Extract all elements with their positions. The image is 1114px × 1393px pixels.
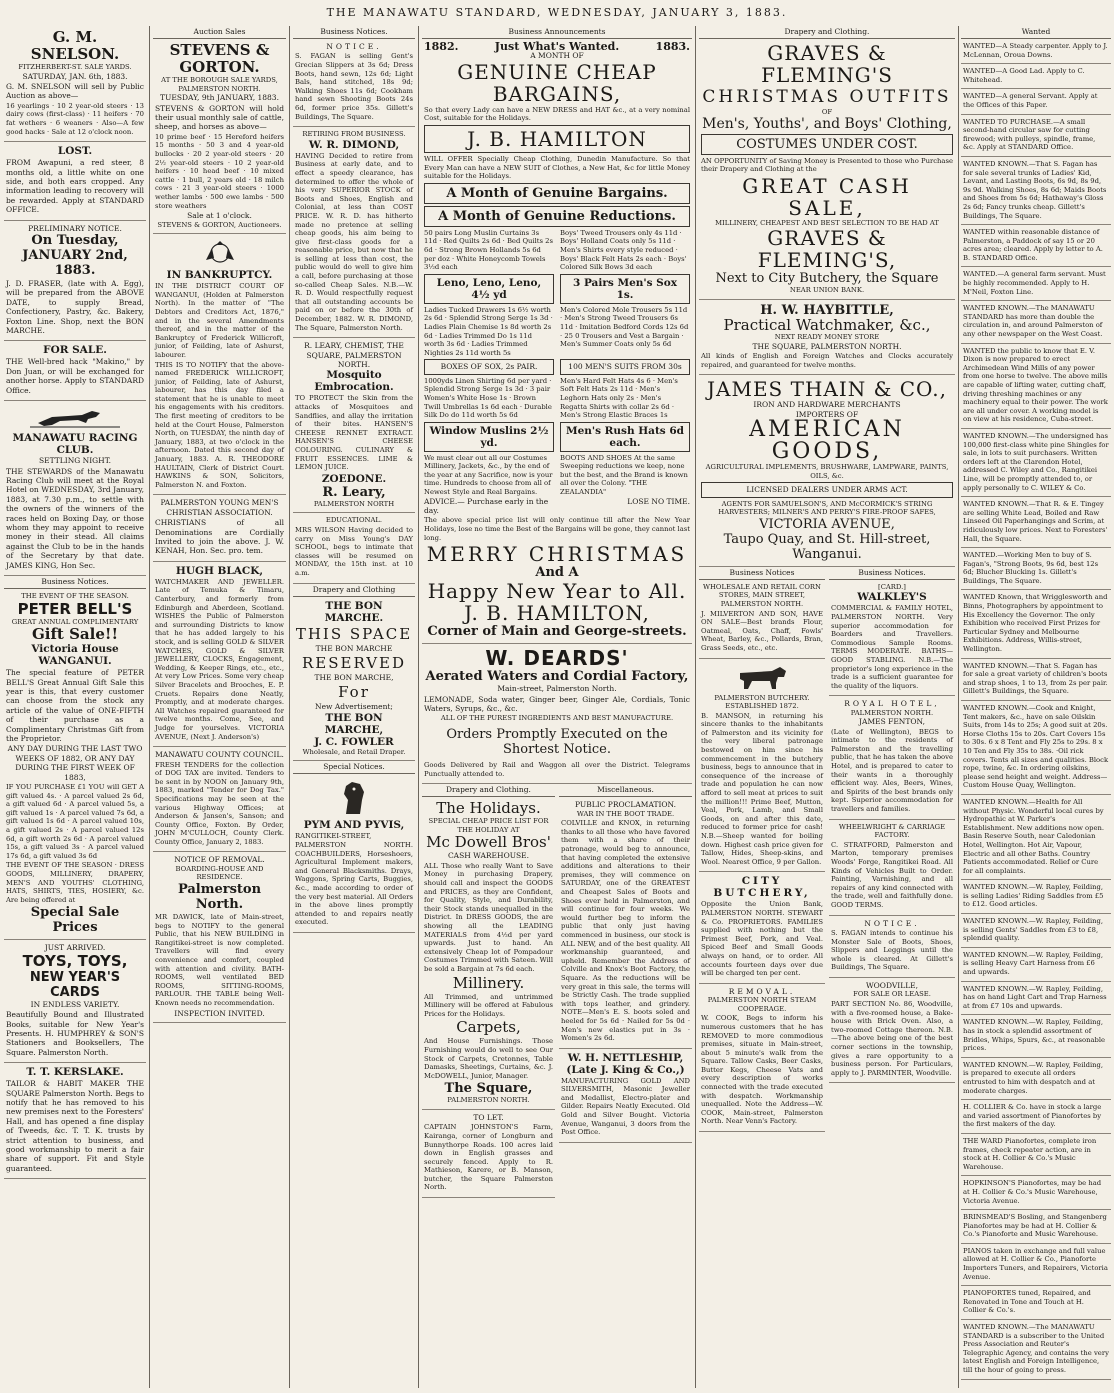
- fagan-body: S. FAGAN is selling Gent's Grecian Slippers at 3s 6d; Dress Boots, hand sewn, 12s 6d; Light Bals, hand stitched, 18s 9d; Walking Shoes 11s 6d; Cookham hand sewn Shooting Boots 24s 6d, former price 35s. Gillett's Buildings, The Square.: [295, 52, 413, 121]
- column-rule: [149, 26, 150, 1388]
- column-2: [153, 26, 286, 1386]
- notice-heading: NOTICE.: [864, 918, 920, 928]
- rush-hats: Men's Rush Hats 6d each.: [560, 422, 690, 452]
- ymca-body: CHRISTIANS of all Denominations are Cordially Invited to join the above. J. W. KENAH, Hon. Sec. pro. tem.: [155, 518, 284, 556]
- section-header: Business Notices.: [293, 26, 415, 39]
- ox-icon: [732, 665, 792, 691]
- county-council-ad: [153, 747, 286, 852]
- carpets-body: And House Furnishings. Those Furnishing would do well to see Our Stock of Carpets, Cretonnes, Table Damasks, Sheetings, Curtains, &c. J. McDOWELL, Junior, Manager.: [424, 1037, 553, 1080]
- walkley-body: COMMERCIAL & FAMILY HOTEL, PALMERSTON NORTH. Very superior accommodation for Boarders and Travellers. Commodious Sample Rooms. TERMS MODERATE. BATHS—GOOD STABLING. N.B.—The proprietor's long experience in the trade is a sufficient guarantee for the quality of the liquors.: [831, 604, 953, 690]
- ready-money-store: NEXT READY MONEY STORE: [774, 332, 880, 341]
- wanted-item: WANTED.—A general farm servant. Must be highly recommended. Apply to H. M'Neil, Foxton Line.: [961, 267, 1111, 301]
- section-header: Auction Sales: [153, 26, 286, 39]
- kerslake-title: T. T. KERSLAKE.: [26, 1066, 124, 1079]
- section-header: Drapery and Clothing.: [699, 26, 955, 39]
- sale-date: TUESDAY, 9th JANUARY, 1883.: [160, 93, 279, 103]
- sale-or-lease: FOR SALE OR LEASE.: [853, 990, 931, 999]
- column-4: [422, 26, 692, 1386]
- palmerston-north: Palmerston North.: [177, 882, 262, 913]
- peter-bell-body: The special feature of PETER BELL'S Great Annual Gift Sale this year is this, that every customer can choose from the stock any article of the value of ONE-FIFTH of their purchase as a Complimentary Christmas Gift from the Proprietor.: [6, 668, 144, 743]
- to-let-ad: [422, 1110, 555, 1198]
- wilson-body: MRS WILSON Having decided to carry on Miss Young's DAY SCHOOL, begs to intimate that classes will be resumed on MONDAY, the 15th inst. at 10 a.m.: [295, 525, 413, 577]
- peter-bell-ad: [4, 589, 146, 940]
- stevens-gorton-ad: [153, 39, 286, 234]
- section-header: Miscellaneous.: [559, 784, 692, 797]
- haybittle-title: H. W. HAYBITTLE,: [760, 302, 894, 318]
- bon-marche-line: THE BON MARCHE,: [324, 711, 384, 736]
- price-list-line: SPECIAL CHEAP PRICE LIST FOR THE HOLIDAY AT: [428, 817, 549, 834]
- price-list-ladies: Ladies Tucked Drawers 1s 6½ worth 2s 6d · Splendid Strong Serge 1s 3d · Ladies Plain Chemise 1s 8d worth 2s 6d · Ladies Trimmed Do 1s 11d worth 3s 6d · Ladies Trimmed Nighties 2s 11d worth 5s: [424, 305, 553, 357]
- mcdowell-column: [422, 784, 555, 1198]
- walkley-ad: [829, 580, 955, 697]
- wheelwright-heading: WHEELWRIGHT & CARRIAGE FACTORY.: [838, 822, 946, 840]
- boots-note: BOOTS AND SHOES At the same Sweeping reductions we keep, none but the best, and the Brand is known all over the Colony. "THE ZEALANDIA": [560, 453, 688, 497]
- column-rule: [958, 26, 959, 1388]
- bon-marche-title: THE BON MARCHE.: [324, 599, 384, 624]
- milverton-ad: [699, 580, 825, 659]
- leary-ad: [293, 338, 415, 513]
- price-list-boys: Boys' Tweed Trousers only 4s 11d · Boys' Holland Coats only 5s 11d · Men's Shirts every style reduced · Boys' Black Felt Hats 2s each · Boys' Colored Silk Bows 3d each: [560, 228, 687, 272]
- humphrey-ad: [4, 940, 146, 1063]
- aerated-waters: Aerated Waters and Cordial Factory,: [425, 669, 689, 685]
- leary-address: PALMERSTON NORTH: [313, 499, 395, 508]
- hugh-black-body: WATCHMAKER AND JEWELLER. Late of Temuka & Timaru, Canterbury, and formerly from Edinburgh and Aberdeen, Scotland. WISHES the Public of Palmerston and surrounding Districts to know that he has added largely to his stock, and is selling GOLD & SILVER WATCHES, GOLD & SILVER JEWELLERY, CLOCKS, Engagement, Wedding, & Keeper Rings, etc., etc., At very Low Prices. Some very cheap Silver Bracelets and Brooches, E. P. Cruets. Repairs done Neatly, Promptly, and at moderate charges. All Watches repaired guaranteed for twelve months. Come, See, and Judge for yourselves. VICTORIA AVENUE, (Next J. Anderson's): [155, 577, 284, 741]
- cook-ad: [699, 984, 825, 1132]
- racing-club-body: THE STEWARDS of the Manawatu Racing Club will meet at the Royal Hotel on WEDNESDAY, 3rd January, 1883, at 7.30 p.m., to settle with the owners of the winners of the races held on Boxing Day, or those whom they may appoint to receive money in their stead. All claims against the Club to be in the hands of the Secretary by that date. JAMES KING, Hon Sec.: [6, 466, 144, 570]
- clearance-note: We must clear out all our Costumes Millinery, Jackets, &c., by the end of the year at any Sacrifice, now is your time. Hundreds to choose from all of Newest Style and Real Bargains.: [424, 453, 553, 497]
- thain-title: JAMES THAIN & CO.,: [707, 377, 947, 402]
- section-header: Business Notices: [699, 567, 825, 580]
- kerslake-body: TAILOR & HABIT MAKER THE SQUARE Palmerston North. Begs to notify that he has removed to his new premises next to the Foresters' Hall, and has opened a fine display of Tweeds, &c. T. T. K. trusts by strict attention to business, and good workmanship to merit a fair share of support. Fit and Style guaranteed.: [6, 1079, 144, 1173]
- cash-warehouse: CASH WAREHOUSE.: [447, 851, 530, 861]
- auctioneers: STEVENS & GORTON, Auctioneers.: [157, 220, 282, 229]
- city-butchery-body: Opposite the Union Bank, PALMERSTON NORTH. STEWART & Co. PROPRIETORS. FAMILIES supplied with nothing but the Primest Beef, Pork, and Veal. Spiced Beef and Small Goods always on hand, or to order. All accounts fourteen days over due will be charged ten per cent.: [701, 900, 823, 978]
- boxes-of-sox: BOXES OF SOX, 2s PAIR.: [424, 359, 554, 374]
- sox-heading: 3 Pairs Men's Sox 1s.: [560, 274, 690, 304]
- lady-dress-line: So that every Lady can have a NEW DRESS and HAT &c., at a very nominal Cost, suitable for the Holidays.: [424, 105, 690, 123]
- bankruptcy-court: IN THE DISTRICT COURT OF WANGANUI, (Holden at Palmerston North). In the matter of "The Debtors and Creditors Act, 1876," and in the several Amendments thereof, and in the matter of the Bankruptcy of Frederick Willicroft, junior, of Feilding, late of Ashurst, labourer.: [155, 282, 284, 359]
- wanted-item: WANTED TO PURCHASE.—A small second-hand circular saw for cutting firewood; with pulleys, spindle, frame, &c. Apply at STANDARD Office.: [961, 115, 1111, 157]
- event-of-season: THE EVENT OF THE SEASON.: [21, 591, 129, 600]
- deards-title: W. DEARDS': [485, 646, 629, 671]
- merry-christmas: MERRY CHRISTMAS: [426, 542, 688, 567]
- section-header: Business Announcements: [422, 26, 692, 39]
- sale-yards: FITZHERBERT-ST. SALE YARDS.: [18, 63, 132, 71]
- kerslake-ad: [4, 1063, 146, 1179]
- wanted-item: WANTED.—Working Men to buy of S. Fagan's, "Strong Boots, 9s 6d, best 12s 6d; Blucher Blucking 1s. Gillett's Buildings, The Square.: [961, 548, 1111, 590]
- wanted-item: WANTED within reasonable distance of Palmerston, a Paddock of say 15 or 20 acres area; cleared. Apply by letter to A. B. STANDARD Office.: [961, 225, 1111, 267]
- column-rule: [289, 26, 290, 1388]
- wanted-item: WANTED KNOWN.—W. Rapley, Feilding, is prepared to execute all orders entrusted to him with despatch and at moderate charges.: [961, 1058, 1111, 1100]
- a-month-of: A MONTH OF: [530, 51, 584, 61]
- palmerston-butchery: PALMERSTON BUTCHERY. ESTABLISHED 1872.: [714, 693, 810, 711]
- haybittle-ad: [699, 300, 955, 375]
- proclamation-heading: PUBLIC PROCLAMATION.: [574, 800, 677, 810]
- fraser-ad: [4, 221, 146, 342]
- lost-body: FROM Awapuni, a red steer, 8 months old, a little white on one side, and both ears cropped. Any information leading to recovery will be rewarded. Apply at STANDARD OFFICE.: [6, 158, 144, 215]
- month-reductions: A Month of Genuine Reductions.: [424, 206, 690, 227]
- section-header: Drapery and Clothing.: [422, 784, 555, 797]
- fraser-body: J. D. FRASER, (late with A. Egg), will be prepared from the ABOVE DATE, to supply Bread, Confectionery, Pastry, &c. Bakery, Foxton Line. Shop, next the BON MARCHE.: [6, 279, 144, 336]
- fowler-trade: Wholesale, and Retail Draper.: [302, 747, 406, 756]
- importers-of: IMPORTERS OF: [795, 409, 859, 419]
- wilson-ad: [293, 513, 415, 583]
- bankruptcy-ad: [153, 234, 286, 495]
- palmerston-north: PALMERSTON NORTH.: [447, 1096, 530, 1105]
- nettleship-ad: [559, 1049, 692, 1143]
- section-header: Wanted: [961, 26, 1111, 39]
- this-space: THIS SPACE: [295, 624, 413, 643]
- toys-heading: TOYS, TOYS,: [22, 951, 128, 970]
- wanted-item: WANTED the public to know that E. V. Dixon is now prepared to erect Archimedean Wind Mills of any power from one horse to twelve. The above mills are capable of lifting water, cutting chaff, driving threshing machines or any machinery equal to their power. The work are all under cover. A working model is on view at his residence, Cuba-street.: [961, 344, 1111, 429]
- gift-period: ANY DAY DURING THE LAST TWO WEEKS OF 1882, OR ANY DAY DURING THE FIRST WEEK OF 1883,: [7, 744, 143, 782]
- dimond-body: HAVING Decided to retire from Business at early date, and to effect a speedy clearance, has determined to offer the whole of his very SUPERIOR STOCK of Boots and Shoes, English and Colonial, at less than COST PRICE. W. R. D. has hitherto made no pretence at selling cheap goods, his aim being to give first-class goods for a reasonable price, but now that he is selling at less than cost, the public would do well to give him a call, before purchasing at those so-called Cheap Sales. N.B.—W. R. D. Would respectfully request that all outstanding accounts be paid on or before the 30th of December, 1882. W. R. DIMOND, The Square, Palmerston North.: [295, 151, 413, 332]
- walkley-title: WALKLEY'S: [857, 591, 927, 604]
- ymca-heading: PALMERSTON YOUNG MEN'S CHRISTIAN ASSOCIATION.: [160, 498, 279, 517]
- wanted-item: WANTED KNOWN.—The undersigned has 100,000 first-class white pine Shingles for sale, in lots to suit purchasers. Written orders left at the Clarendon Hotel, addressed C. Wiley and Co., Rangitikei Line, will be promptly attended to, or apply personally to C. WILEY & Co.: [961, 429, 1111, 497]
- millinery-body: All Trimmed, and untrimmed Millinery will be offered at Fabulous Prices for the Holidays.: [424, 992, 553, 1018]
- dimond-title: W. R. DIMOND,: [308, 138, 400, 151]
- city-butchery-title: CITY BUTCHERY,: [713, 875, 811, 900]
- steam-cooperage: PALMERSTON NORTH STEAM COOPERAGE.: [707, 996, 817, 1013]
- snelson-ad: [4, 26, 146, 142]
- royal-hotel-ad: [829, 696, 955, 819]
- wanted-item: PIANOFORTES tuned, Repaired, and Renovated in Tone and Touch at H. Collier & Co.'s.: [961, 1286, 1111, 1320]
- deards-address: Main-street, Palmerston North.: [497, 684, 617, 694]
- month-bargains: A Month of Genuine Bargains.: [424, 183, 690, 204]
- stratford-ad: [829, 820, 955, 916]
- fagan-notice-ad: [293, 39, 415, 127]
- section-header: Business Notices.: [4, 576, 146, 589]
- woodville-ad: [829, 978, 955, 1083]
- hamilton-signature: J. B. HAMILTON,: [464, 601, 650, 626]
- preliminary-notice: PRELIMINARY NOTICE.: [28, 223, 122, 233]
- reserved: RESERVED: [301, 653, 407, 672]
- section-header: Drapery and Clothing: [293, 584, 415, 597]
- horse-head-icon: [336, 780, 372, 816]
- colville-knox-body: COLVILLE and KNOX, in returning thanks to all those who have favored them with a share of their patronage, would beg to announce, that having completed the extensive additions and alterations to their premises, they will commence on SATURDAY, one of the GREATEST and Cheapest Sales of Boots and Shoes ever held in Palmerston, and will continue for four weeks. We would further beg to inform the public that only just having commenced in business, our stock is ALL NEW, and of the best quality. All workmanship guaranteed, and upheld. Remember the Address of Colville and Knox's Boot Factory, the Square. As the reductions will be very great in this sale, the terms will be Strictly Cash. The trade supplied with tops leather, and grindery. NOTE—Men's E. S. boots soled and heeled for 5s 6d · Nailed for 5s 0d · Men's new elastics put in 3s · Women's 2s 6d.: [561, 819, 690, 1043]
- great-cash-sale: GREAT CASH SALE,: [742, 173, 912, 220]
- victoria-avenue: VICTORIA AVENUE,: [759, 516, 895, 532]
- humphrey-body: Beautifully Bound and Illustrated Books, suitable for New Year's Presents. H. HUMPHREY & SON'S Stationers and Booksellers, The Square. Palmerston North.: [6, 1010, 144, 1057]
- hamilton-ad: [422, 39, 692, 644]
- year-1883: 1883.: [655, 40, 690, 53]
- to-let-body: CAPTAIN JOHNSTON'S Farm, Kairanga, corner of Longburn and Bunnythorpe Roads. 100 acres laid down in English grasses and securely fenced. Apply to R. Mathieson, Karere, or B. Manson, butcher, the Square Palmerston North.: [424, 1123, 553, 1192]
- graves-fleming-ad: [699, 39, 955, 300]
- mcdowell-ad: [422, 797, 555, 1110]
- price-list-curtains: 50 pairs Long Muslin Curtains 3s 11d · Red Quilts 2s 6d · Bed Quilts 2s 6d · Strong Brown Hollands 5s 6d per doz · White Honeycomb Towels 3½d each: [424, 228, 553, 272]
- fowler-title: J. C. FOWLER: [314, 735, 394, 748]
- men-suits: 100 MEN'S SUITS FROM 30s: [560, 359, 690, 374]
- colville-knox-ad: [559, 797, 692, 1048]
- agents-line: AGENTS FOR SAMUELSON'S, AND McCORMICK'S STRING HARVESTERS; MILNER'S AND PERRY'S FIRE-PROOF SAFES,: [718, 499, 936, 517]
- bankruptcy-heading: IN BANKRUPTCY.: [166, 269, 273, 282]
- stock-list: 10 prime beef · 15 Hereford heifers 15 months · 50 3 and 4 year-old bullocks · 20 2 year-old steers · 20 2½ year-old steers · 10 2 year-old heifers · 10 head beef · 10 mixed cattle · 1 bull, 2 years old · 18 milch cows · 21 3 year-old steers · 1000 wether lambs · 500 ewe lambs · 500 store weathers: [155, 132, 284, 210]
- bon-marche-line: THE BON MARCHE: [315, 643, 393, 653]
- practical-watchmaker: Practical Watchmaker, &c.,: [723, 315, 931, 334]
- clothing-line: Men's, Youths', and Boys' Clothing,: [702, 115, 952, 132]
- column-rule: [695, 26, 696, 1388]
- wanted-item: WANTED KNOWN.—W. Rapley, Feilding, has on hand Light Cart and Trap Harness at from £7 10s and upwards.: [961, 982, 1111, 1016]
- graves-fleming-title: GRAVES & FLEMING'S: [761, 41, 893, 87]
- county-council-heading: MANAWATU COUNTY COUNCIL.: [155, 750, 284, 760]
- lost-ad: [4, 142, 146, 220]
- graves-fleming-name: GRAVES & FLEMING'S,: [757, 226, 897, 273]
- holidays-heading: The Holidays.: [436, 799, 541, 818]
- gift-schedule: IF YOU PURCHASE £1 YOU will GET A gift valued 4s. · A parcel valued 2s 6d, a gift valued 6d · A parcel valued 5s, a gift valued 1s · A parcel valued 7s 6d, a gift valued 1s 6d · A parcel valued 10s, a gift valued 2s · A parcel valued 12s 6d, a gift worth 2s 6d · A parcel valued 15s, a gift valued 3s · A parcel valued 17s 6d, a gift valued 3s 6d: [6, 783, 144, 860]
- to-let-heading: TO LET.: [473, 1112, 504, 1122]
- millinery-heading: Millinery.: [452, 973, 525, 992]
- bon-marche-line: THE BON MARCHE,: [314, 672, 394, 682]
- haybittle-address: THE SQUARE, PALMERSTON NORTH.: [752, 341, 902, 351]
- column-6: [961, 26, 1111, 1386]
- fagan-notice-ad: [829, 916, 955, 978]
- haybittle-body: All kinds of English and Foreign Watches and Clocks accurately repaired, and guaranteed for twelve months.: [701, 351, 953, 369]
- fagan-body: S. FAGAN intends to continue his Monster Sale of Boots, Shoes, Slippers and Leggings until the whole is cleared. At Gillett's Buildings, The Square.: [831, 928, 953, 972]
- zoedone: ZOEDONE.: [321, 472, 387, 485]
- great-annual: GREAT ANNUAL COMPLIMENTARY: [11, 617, 139, 626]
- advice-line: ADVICE.— Purchase early in the day.: [424, 496, 549, 516]
- peter-bell-title: PETER BELL'S: [17, 599, 133, 618]
- implements-line: AGRICULTURAL IMPLEMENTS, BRUSHWARE, LAMPWARE, PAINTS, OILS, &c.: [705, 462, 949, 480]
- masthead: THE MANAWATU STANDARD, WEDNESDAY, JANUARY 3, 1883.: [326, 6, 788, 19]
- business-column-left: [699, 567, 825, 1132]
- stevens-intro: STEVENS & GORTON will hold their usual monthly sale of cattle, sheep, and horses as above—: [155, 103, 284, 132]
- costumes-under-cost: COSTUMES UNDER COST.: [701, 134, 953, 155]
- hugh-black-ad: [153, 562, 286, 747]
- special-sale-prices: Special Sale Prices: [30, 905, 120, 936]
- misc-column: [559, 784, 692, 1198]
- pym-pyvis-body: RANGITIKEI-STREET, PALMERSTON NORTH. COACHBUILDERS, Horseshoers, Agricultural Implement makers, and General Blacksmiths. Drays, Waggons, Spring Carts, Buggies, &c., made according to order of the very best material. All Orders in the above lines promptly attended to and repairs neatly executed.: [295, 832, 413, 927]
- bankruptcy-body: THIS IS TO NOTIFY that the above-named FREDERICK WILLICROFT, junior, of Feilding, late of Ashurst, labourer, has this day filed a statement that he is unable to meet his engagements with his creditors. The first meeting of creditors to be held at the Court House, Palmerston North, on TUESDAY, the ninth day of January, 1883, at two o'clock in the afternoon. Dated this second day of January, 1883. A. R. THEODORE HAULTAIN, Clerk of District Court. HAWKINS & SON, Solicitors, Palmerston N. and Foxton.: [155, 360, 284, 489]
- leary-body: TO PROTECT the Skin from the attacks of Mosquitoes and Sandflies, and allay the irritation of their bites. HANSEN'S CHEESE RENNET EXTRACT. HANSEN'S CHEESE COLOURING. CULINARY & FRUIT ESSENCES. LIME & LEMON JUICE.: [295, 394, 413, 472]
- year-1882: 1882.: [424, 40, 459, 53]
- leary-chemist: R. LEARY, CHEMIST, THE SQUARE, PALMERSTON NORTH.: [304, 341, 404, 370]
- business-column-right: [829, 567, 955, 1132]
- thain-ad: [699, 375, 955, 567]
- union-bank: NEAR UNION BANK.: [789, 286, 865, 295]
- arms-act: LICENSED DEALERS UNDER ARMS ACT.: [701, 482, 953, 497]
- wanted-item: WANTED KNOWN.—That R. & E. Tingey are selling White Lead, Boiled and Raw Linseed Oil Paperhangings and Scrim, at ridiculously low prices. Next to Foresters' Hall, the Square.: [961, 497, 1111, 548]
- section-header: Special Notices.: [293, 761, 415, 774]
- snelson-title: G. M. SNELSON.: [30, 28, 120, 63]
- royal-hotel-title: ROYAL HOTEL,: [844, 699, 940, 709]
- dawick-body: MR DAWICK, late of Main-street, begs to NOTIFY to the general Public, that his NEW BUILDING in Rangitikei-street is now completed. Travellers will find every convenience and comfort, coupled with attention and civility. BATH-ROOMS, well ventilated BED ROOMS, SITTING-ROOMS, PARLOUR. THE TABLE being Well-Known needs no recommendation.: [155, 913, 284, 1007]
- county-council-body: FRESH TENDERS for the collection of DOG TAX are invited. Tenders to be sent in by NOON on January 9th, 1883, marked "Tender for Dog Tax." Specifications may be seen at the various Highway Offices; at Anderson & Jansen's, Sanson; and County Office, Foxton. By Order, JOHN M'CULLOCH, County Clerk. County Office, January 2, 1883.: [155, 760, 284, 846]
- stratford-body: C. STRATFORD, Palmerston and Marton, temporary premises Woods' Forge, Rangitikei Road. All Kinds of Vehicles Built to Order. Painting, Varnishing, and all repairs of any kind connected with the trade, well and faithfully done. GOOD TERMS.: [831, 840, 953, 909]
- taupo-quay: Taupo Quay, and St. Hill-street, Wanganui.: [723, 531, 931, 562]
- wanted-item: WANTED KNOWN.—That S. Fagan has for sale several trunks of Ladies' Kid, Levant, and Lasting Boots, 6s 9d, 8s 9d, 9s 9d. Walking Shoes, 8s 6d; Maids Boots and Shoes from 5s 6d; Hathaway's Gloss 2s 6d; Fancy trunks cheap. Gillett's Buildings, The Square.: [961, 157, 1111, 225]
- clothing-line: WILL OFFER Specially Cheap Clothing, Dunedin Manufacture. So that Every Man can have a NEW SUIT of Clothes, a New Hat, &c for little Money suitable for the Holidays.: [424, 155, 690, 181]
- removal-heading: REMOVAL.: [728, 986, 796, 996]
- purest-ingredients: ALL OF THE PUREST INGREDIENTS AND BEST MANUFACTURE.: [440, 714, 674, 723]
- sale-time: Sale at 1 o'clock.: [187, 211, 252, 221]
- opportunity-line: AN OPPORTUNITY of Saving Money is Presented to those who Purchase their Drapery and Clothing at the: [701, 156, 953, 174]
- stevens-gorton-title: STEVENS & GORTON.: [169, 41, 270, 76]
- inspection-invited: INSPECTION INVITED.: [174, 1008, 265, 1018]
- wanted-item: PIANOS taken in exchange and full value allowed at H. Collier & Co., Pianoforte Importers Tuners, and Repairers, Victoria Avenue.: [961, 1244, 1111, 1286]
- the-square: The Square,: [444, 1081, 533, 1097]
- new-years-cards: NEW YEAR'S CARDS: [29, 969, 121, 1000]
- royal-hotel-body: (Late of Wellington), BEGS to intimate to the residents of Palmerston and the travelling public, that he has taken the above Hotel, and is prepared to cater to their wants in a thoroughly efficient way. Ales, Beers, Wines, and Spirits of the best brands only kept. Superior accommodation for travellers and families.: [831, 727, 953, 814]
- price-list-hats: Men's Hard Felt Hats 4s 6 · Men's Soft Felt Hats 2s 11d · Men's Leghorn Hats only 2s · Men's Regatta Shirts with collar 2s 6d · Men's Strong Elastic Braces 1s: [560, 376, 678, 420]
- manson-ad: [699, 659, 825, 873]
- millinery-line: MILLINERY, CHEAPEST AND BEST SELECTION TO BE HAD AT: [715, 218, 939, 227]
- stock-list: 16 yearlings · 10 2 year-old steers · 13 dairy cows (first-class) · 11 heifers · 70 fat wethers · 6 weaners · Also—A few good hacks · Sale at 12 o'clock noon.: [6, 101, 144, 136]
- wanted-item: THE WARD Pianofortes, complete iron frames, check repeater action, are in stock at H. Collier & Co.'s Music Warehouse.: [961, 1134, 1111, 1176]
- city-butchery-line: Next to City Butchery, the Square: [715, 271, 939, 287]
- hamilton-title: J. B. HAMILTON: [424, 125, 690, 153]
- wanted-item: H. COLLIER & Co. have in stock a large and varied assortment of Pianofortes by the first makers of the day.: [961, 1100, 1111, 1134]
- wanted-item: WANTED—A Good Lad. Apply to C. Whitehead.: [961, 64, 1111, 89]
- manson-body: B. MANSON, in returning his sincere thanks to the inhabitants of Palmerston and its vicinity for the very liberal patronage bestowed on him since his commencement in the butchery business, begs to announce that in consequence of the increase of trade and population he can now afford to sell meat at prices to suit the million!!! Prime Beef, Mutton, Veal, Pork, Lamb, and Small Goods, on and after this date, reduced to former price for cash! N.B.—Sheep wanted for boiling down. Highest cash price given for Tallow, Hides, Sheep-skins, and Wool. Nearest Office, 9 per Gallon.: [701, 711, 823, 866]
- palmerston-north: PALMERSTON NORTH.: [850, 708, 934, 717]
- wanted-item: WANTED KNOWN.—The MANAWATU STANDARD has more than double the circulation in, and around Palmerston of any other newspaper on the West Coast.: [961, 301, 1111, 343]
- retiring-heading: RETIRING FROM BUSINESS.: [302, 130, 406, 139]
- deards-ad: [422, 644, 692, 784]
- just-whats-wanted: Just What's Wanted.: [494, 40, 620, 53]
- for-sale-body: THE Well-bred hack "Makino," by Don Juan, or will be exchanged for another horse. Apply to STANDARD Office.: [6, 357, 144, 395]
- special-list-note: The above special price list will only continue till after the New Year Holidays, lose no time the Best of the Bargains will be gone, they cannot last long.: [424, 516, 690, 542]
- of-line: OF: [821, 108, 833, 116]
- settling-night: SETTLING NIGHT.: [39, 456, 111, 466]
- wanted-item: WANTED KNOWN.—W. Rapley, Feilding, is selling Ladies' Riding Saddles from £5 to £12. Good articles.: [961, 880, 1111, 914]
- wanted-item: WANTED KNOWN.—The MANAWATU STANDARD is a subscriber to the United Press Association and Reuter's Telegraphic Agency, and contains the very latest English and Foreign Intelligence, till the hour of going to press.: [961, 1320, 1111, 1380]
- happy-new-year: Happy New Year to All.: [427, 579, 687, 604]
- wanted-item: WANTED KNOWN.—W. Rapley, Feilding, is selling Heavy Cart Harness from £6 and upwards.: [961, 948, 1111, 982]
- racing-club-heading: MANAWATU RACING CLUB.: [12, 432, 138, 457]
- column-3: [293, 26, 415, 1386]
- gift-sale: Gift Sale!!: [31, 625, 119, 644]
- nettleship-title: W. H. NETTLESHIP, (Late J. King & Co.,): [566, 1051, 685, 1076]
- tuesday-heading: On Tuesday, JANUARY 2nd, 1883.: [22, 233, 128, 279]
- mosquito-embrocation: Mosquito Embrocation.: [314, 369, 394, 394]
- milverton-body: J. MILVERTON AND SON, HAVE ON SALE—Best brands Flour, Oatmeal, Oats, Chaff, Fowls' Wheat, Barley, &c., Pollards, Bran, Grass Seeds, etc., etc.: [701, 609, 823, 652]
- wanted-item: BRINSMEAD'S Bosling, and Stangenberg Pianofortes may be had at H. Collier & Co.'s Pianoforte and Music Warehouse.: [961, 1210, 1111, 1244]
- wanted-item: WANTED KNOWN.—W. Rapley, Feilding, has in stock a splendid assortment of Bridles, Whips, Spurs, &c., at reasonable prices.: [961, 1015, 1111, 1057]
- orders-promptly: Orders Promptly Executed on the Shortest Notice.: [446, 727, 668, 758]
- war-in-boot-trade: WAR IN THE BOOT TRADE.: [576, 809, 675, 818]
- wanted-item: WANTED KNOWN.—Health for All without Physic. Wonderful local cures by Hydropathic at W. Parker's Establishment. New additions now open. Basin Reserve South, near Caledonian Hotel, Wellington. Hot Air, Vapour, Electric and all other Baths. Country Patients accommodated. Relief or Cure for all complaints.: [961, 795, 1111, 880]
- royal-arms-icon: [200, 240, 240, 266]
- leno-heading: Leno, Leno, Leno, 4½ yd: [424, 274, 554, 304]
- mcdowell-title: Mc Dowell Bros': [426, 833, 551, 852]
- and-a: And A: [535, 565, 579, 581]
- lost-heading: LOST.: [57, 145, 93, 158]
- deards-products: LEMONADE, Soda water, Ginger beer, Ginger Ale, Cordials, Tonic Waters, Syrups, &c., &c.: [424, 694, 690, 714]
- for-line: For: [338, 683, 370, 702]
- carpets-heading: Carpets,: [456, 1018, 521, 1037]
- goods-delivered: Goods Delivered by Rail and Waggon all over the District. Telegrams Punctually attended to.: [424, 761, 690, 778]
- dress-goods: THE EVENT OF THE SEASON · DRESS GOODS, MILLINERY, DRAPERY, MEN'S AND YOUTHS' CLOTHING, HATS, SHIRTS, TIES, HOSIERY, &c. Are being offered at: [6, 861, 144, 904]
- for-sale-ad: [4, 341, 146, 401]
- removal-heading: NOTICE OF REMOVAL.: [174, 855, 265, 865]
- card-label: [CARD.]: [878, 582, 906, 591]
- price-list-linen: 1000yds Linen Shirting 6d per yard · Splendid Strong Serge 1s 3d · 3 pair Women's White Hose 1s · Brown Twill Umbrellas 1s 6d each · Durable Silk Do do 11d worth 5s 6d: [424, 376, 552, 420]
- american-goods: AMERICAN GOODS,: [749, 416, 905, 464]
- column-1: [4, 26, 146, 1386]
- wanted-item: WANTED Known, that Wrigglesworth and Binns, Photographers by appointment to His Excellency the Governor. The only Exhibition who received First Prizes for Particular Sydney and Melbourne Exhibitions. Address, Willis-street, Wellington.: [961, 590, 1111, 658]
- window-muslins: Window Muslins 2½ yd.: [424, 422, 554, 452]
- borough-yards: AT THE BOROUGH SALE YARDS, PALMERSTON NORTH.: [161, 76, 278, 93]
- pym-pyvis-ad: [293, 774, 415, 933]
- endless-variety: IN ENDLESS VARIETY.: [30, 999, 120, 1009]
- wanted-item: WANTED—A Steady carpenter. Apply to J. McLennan, Oroua Downs.: [961, 39, 1111, 64]
- column-rule: [418, 26, 419, 1388]
- new-advertisement: New Advertisement;: [315, 702, 393, 712]
- pym-pyvis-title: PYM AND PYVIS,: [303, 819, 405, 832]
- christmas-outfits: CHRISTMAS OUTFITS: [702, 87, 952, 107]
- wanted-item: WANTED—A general Servant. Apply at the Offices of this Paper.: [961, 89, 1111, 114]
- bon-marche-ad: [293, 597, 415, 762]
- dawick-ad: [153, 852, 286, 1023]
- boarding-house: BOARDING-HOUSE AND RESIDENCE.: [175, 864, 264, 882]
- wanted-item: WANTED KNOWN.—Cook and Knight, Tent makers, &c., have on sale Oilskin Suits, from 14s to 25s; A good suit at 20s. Horse Cloths 15s to 20s. Cart Covers 15s to 30s. 6 x 8 Tent and Fly 25s to 29s. 8 x 10 Ten and Fly 35s to 38s. ·Oil rick covers. Tents all sizes and qualities. Block rope, twine, &c. In ordering oilskins, please send height and weight. Address—Custom House Quay, Wellington.: [961, 701, 1111, 795]
- victoria-house: Victoria House WANGANUI.: [31, 643, 119, 668]
- woodville-body: PART SECTION No. 86, Woodville, with a five-roomed house, a Bake-house with Brick Oven. Also, a two-roomed Cottage thereon. N.B.—The above being one of the best corner sections in the township, gives a rare opportunity to a business person. For Particulars, apply to J. PARMINTER, Woodville.: [831, 999, 953, 1077]
- ymca-ad: [153, 495, 286, 561]
- genuine-cheap-bargains: GENUINE CHEAP BARGAINS,: [457, 59, 657, 106]
- cook-body: W. COOK, Begs to inform his numerous customers that he has REMOVED to more commodious premises, situate in Main-street, about 5 minute's walk from the Square. Tallow Casks, Beer Casks, Butter Kegs, Cheese Vats and every description of works connected with the trade executed with despatch. Workmanship unequalled. Note the Address—W. COOK, Main-street, Palmerston North. Near Venn's Factory.: [701, 1014, 823, 1126]
- racing-club-ad: [4, 401, 146, 576]
- price-list-men: Men's Colored Mole Trousers 5s 11d · Men's Strong Tweed Trousers 6s 11d · Imitation Bedford Cords 12s 6d · 25 0 Trousers and Vest a Bargain · Men's Summer Coats only 5s 6d: [560, 305, 689, 349]
- hamilton-address: Corner of Main and George-streets.: [427, 624, 687, 640]
- leary-signature: R. Leary,: [322, 484, 386, 500]
- mcdowell-body: ALL Those who really Want to Save Money in purchasing Drapery, should call and inspect the GOODS and PRICES, as they are Confident, for Quality, Style, and Durability, their Stock stands unequalled in the District. In DRESS GOODS, the are showing all the LEADING MATERIALS from 4½d per yard upwards. Just to hand. An extensively Cheap lot of Pompadour Costumes Trimmed with Sateen. Will be sold a Bargain at 7s 6d each.: [424, 861, 553, 973]
- just-arrived: JUST ARRIVED.: [44, 943, 106, 953]
- wanted-item: WANTED KNOWN.—That S. Fagan has for sale a great variety of children's boots and strap shoes, 1 to 13, from 2s per pair. Gillett's Buildings, the Square.: [961, 659, 1111, 701]
- wanted-list: [961, 39, 1111, 1380]
- nettleship-body: MANUFACTURING GOLD AND SILVERSMITH, Masonic Jeweller and Medallist, Electro-plater and Gilder. Repairs Neatly Executed. Old Gold and Silver Bought. Victoria Avenue, Wanganui, 3 doors from the Post Office.: [561, 1076, 690, 1137]
- wanted-item: HOPKINSON'S Pianofortes, may be had at H. Collier & Co.'s Music Warehouse, Victoria Avenue.: [961, 1176, 1111, 1210]
- woodville-heading: WOODVILLE,: [865, 980, 919, 990]
- racehorse-icon: [30, 407, 120, 429]
- educational-heading: EDUCATIONAL.: [325, 516, 383, 525]
- fenton-name: JAMES FENTON,: [859, 717, 925, 727]
- city-butchery-ad: [699, 872, 825, 983]
- corn-stores: WHOLESALE AND RETAIL CORN STORES, MAIN STREET, PALMERSTON NORTH.: [703, 582, 821, 608]
- dimond-ad: [293, 127, 415, 338]
- notice-heading: NOTICE.: [326, 42, 382, 51]
- hugh-black-title: HUGH BLACK,: [175, 564, 264, 577]
- sale-date: SATURDAY, JAN. 6th, 1883.: [22, 71, 128, 81]
- section-header: Business Notices.: [829, 567, 955, 580]
- snelson-intro: G. M. SNELSON will sell by Public Auction as above—: [6, 82, 144, 101]
- for-sale-heading: FOR SALE.: [43, 344, 107, 357]
- column-5: [699, 26, 955, 1386]
- wanted-item: WANTED KNOWN.—W. Rapley, Feilding, is selling Gents' Saddles from £3 to £8, splendid quality.: [961, 914, 1111, 948]
- lose-no-time: LOSE NO TIME.: [627, 496, 690, 506]
- iron-hardware: IRON AND HARDWARE MERCHANTS: [753, 400, 901, 410]
